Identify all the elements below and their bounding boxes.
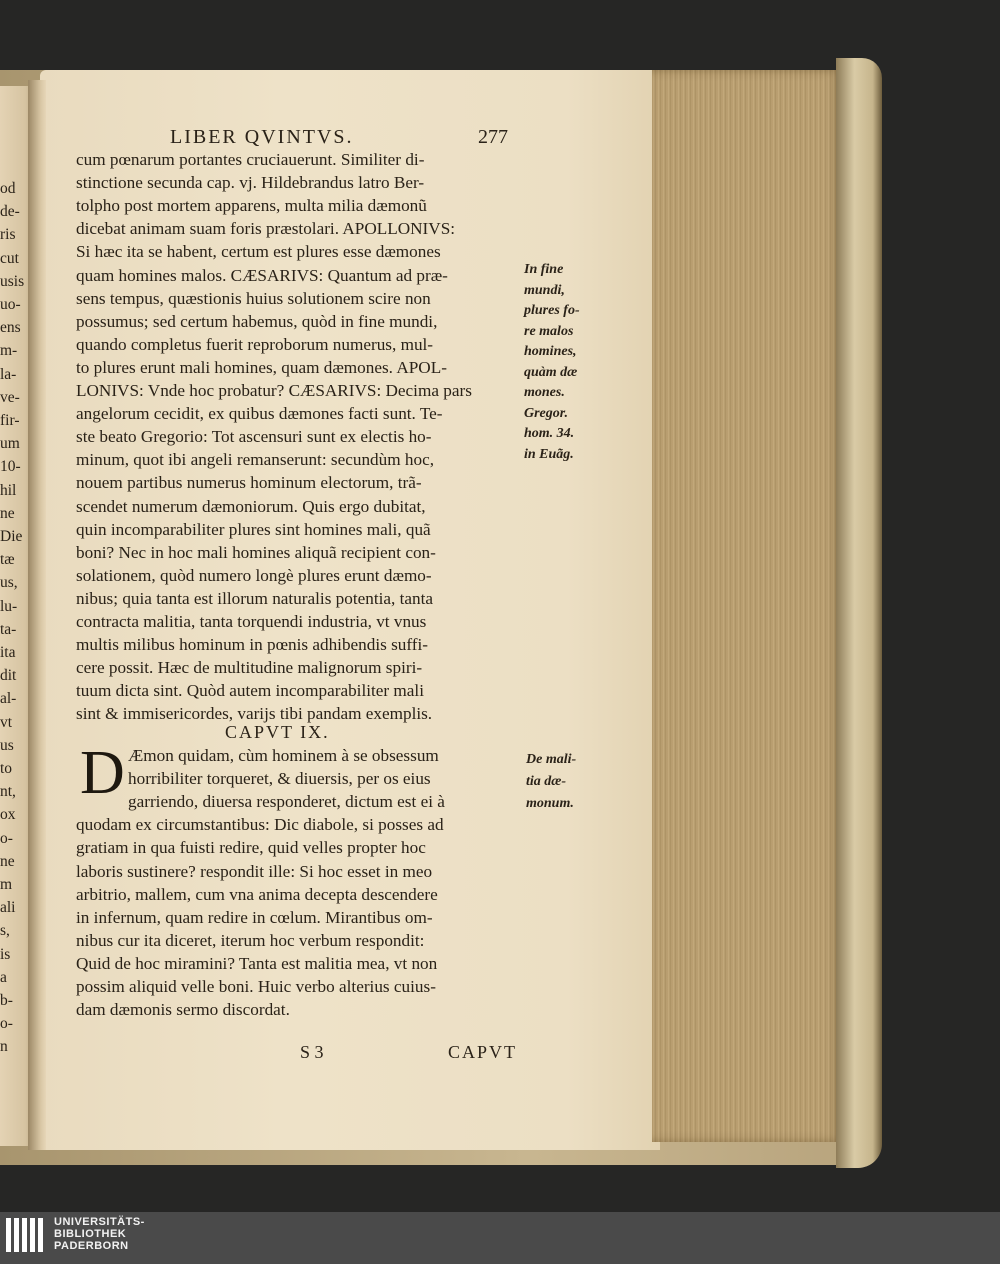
left-page-fragment: ali	[0, 899, 16, 917]
book-cover-edge	[836, 58, 882, 1168]
text-line: Æmon quidam, cùm hominem à se obsessum	[128, 746, 439, 765]
text-line: garriendo, diuersa responderet, dictum est ei à	[128, 792, 445, 812]
text-line: contracta malitia, tanta torquendi industria, vt vnus	[76, 612, 427, 631]
left-page-fragment: tæ	[0, 551, 15, 569]
left-page-fragment: m-	[0, 342, 18, 360]
margin-note-line: mones.	[524, 385, 565, 400]
left-page-fragment: usis	[0, 272, 25, 290]
text-line: cum pœnarum portantes cruciauerunt. Similiter di-	[76, 150, 425, 169]
left-page-fragment: dit	[0, 667, 17, 685]
margin-note-line: tia dæ-	[526, 774, 567, 789]
text-line: gratiam in qua fuisti redire, quid velles propter hoc	[76, 838, 426, 858]
left-page-fragment: ox	[0, 806, 16, 824]
margin-note-line: In fine	[524, 262, 564, 277]
library-name-line-1: UNIVERSITÄTS-	[54, 1216, 145, 1228]
text-line: scendet numerum dæmoniorum. Quis ergo dubitat,	[76, 496, 426, 516]
library-name-line-3: PADERBORN	[54, 1240, 129, 1252]
margin-note-line: re malos	[524, 323, 574, 339]
page-edges	[652, 70, 842, 1142]
text-line: tuum dicta sint. Quòd autem incomparabiliter mali	[76, 681, 424, 701]
left-page-fragment: ta-	[0, 620, 17, 638]
text-line: possumus; sed certum habemus, quòd in fine mundi,	[76, 311, 438, 331]
library-logo-icon	[6, 1218, 46, 1252]
library-footer-bar	[0, 1212, 1000, 1264]
left-page-fragment: ris	[0, 226, 16, 244]
text-line: ste beato Gregorio: Tot ascensuri sunt ex electis ho-	[76, 427, 432, 447]
left-page-fragment: b-	[0, 992, 13, 1009]
left-page-fragment: al-	[0, 690, 17, 708]
text-line: nibus; quia tanta est illorum naturalis potentia, tanta	[76, 588, 434, 608]
margin-note-line: in Euãg.	[524, 446, 574, 462]
text-line: tolpho post mortem apparens, multa milia dæmonũ	[76, 196, 427, 216]
margin-note-line: Gregor.	[524, 405, 568, 421]
text-line: nibus cur ita diceret, iterum hoc verbum respondit:	[76, 930, 425, 950]
left-page-fragment: o-	[0, 829, 13, 847]
text-line: minum, quot ibi angeli remanserunt: secundùm hoc,	[76, 450, 435, 470]
left-page-fragment: is	[0, 945, 11, 963]
left-page-fragment: ens	[0, 319, 21, 337]
left-page-fragment: vt	[0, 713, 13, 731]
text-line: Quid de hoc miramini? Tanta est malitia mea, vt non	[76, 953, 438, 973]
text-line: dicebat animam suam foris præstolari. APOLLONIVS:	[76, 219, 456, 239]
left-page-fragment: fir-	[0, 412, 20, 429]
text-line: quin incomparabiliter plures sint homines mali, quã	[76, 519, 431, 539]
left-page-fragment: ne	[0, 852, 15, 870]
running-header: LIBER QVINTVS.	[170, 126, 354, 148]
left-page-fragment: ne	[0, 504, 15, 522]
text-line: Si hæc ita se habent, certum est plures esse dæmones	[76, 242, 441, 262]
left-page-fragment: de-	[0, 203, 20, 221]
left-page-fragment: lu-	[0, 597, 18, 615]
text-line: sens tempus, quæstionis huius solutionem scire non	[76, 288, 431, 308]
margin-note-line: plures fo-	[524, 303, 580, 318]
text-line: cere possit. Hæc de multitudine malignorum spiri-	[76, 658, 423, 678]
text-line: solationem, quòd numero longè plures erunt dæmo-	[76, 565, 432, 585]
text-line: multis milibus hominum in pœnis adhibendis suffi-	[76, 635, 429, 655]
left-page-fragment: hil	[0, 481, 17, 499]
left-page-fragment: to	[0, 760, 13, 777]
text-line: in infernum, quam redire in cœlum. Mirantibus om-	[76, 907, 433, 927]
text-line: sint & immisericordes, varijs tibi pandam exemplis.	[76, 704, 433, 724]
margin-note-line: hom. 34.	[524, 426, 575, 441]
drop-cap: D	[80, 739, 125, 807]
text-line: dam dæmonis sermo discordat.	[76, 1000, 290, 1020]
left-page-fragment: n	[0, 1038, 8, 1056]
left-page-fragment: nt,	[0, 783, 16, 801]
chapter-title: CAPVT IX.	[225, 722, 330, 742]
left-page-fragment: o-	[0, 1015, 13, 1033]
page-number: 277	[478, 126, 508, 148]
left-page-fragment: s,	[0, 922, 10, 940]
signature-mark: S 3	[300, 1042, 324, 1062]
margin-note-line: homines,	[524, 344, 577, 359]
text-line: quando completus fuerit reproborum numerus, mul-	[76, 334, 434, 354]
left-page-fragment: um	[0, 435, 20, 453]
text-line: angelorum cecidit, ex quibus dæmones facti sunt. Te-	[76, 404, 443, 424]
left-page-fragment: 10-	[0, 458, 21, 476]
text-line: quodam ex circumstantibus: Dic diabole, si posses ad	[76, 815, 444, 835]
library-name-line-2: BIBLIOTHEK	[54, 1228, 127, 1240]
margin-note-line: De mali-	[526, 752, 577, 767]
book-gutter	[28, 80, 46, 1150]
text-line: stinctione secunda cap. vj. Hildebrandus latro Ber-	[76, 173, 425, 193]
left-page-fragment: uo-	[0, 296, 21, 313]
left-page-fragment: us,	[0, 574, 18, 592]
catchword: CAPVT	[448, 1042, 518, 1062]
left-page-fragment: od	[0, 180, 16, 197]
left-page-fragment: m	[0, 876, 13, 893]
text-line: quam homines malos. CÆSARIVS: Quantum ad præ-	[76, 265, 448, 285]
left-page-fragment: us	[0, 736, 14, 754]
text-line: nouem partibus numerus hominum electorum, trã-	[76, 473, 422, 493]
left-page-fragment: la-	[0, 365, 17, 383]
left-page-fragment: cut	[0, 249, 19, 267]
text-line: boni? Nec in hoc mali homines aliquã recipient con-	[76, 542, 436, 562]
text-line: to plures erunt mali homines, quam dæmones. APOL-	[76, 357, 447, 377]
text-line: possim aliquid velle boni. Huic verbo alterius cuius-	[76, 977, 436, 996]
margin-note-line: monum.	[526, 796, 574, 811]
text-line: LONIVS: Vnde hoc probatur? CÆSARIVS: Decima pars	[76, 381, 472, 400]
left-page-fragment: ve-	[0, 388, 20, 406]
text-line: horribiliter torqueret, & diuersis, per os eius	[128, 769, 431, 789]
text-line: arbitrio, mallem, cum vna anima decepta descendere	[76, 884, 438, 904]
library-name	[54, 1216, 145, 1252]
margin-note-line: quàm dæ	[524, 364, 578, 380]
left-page-fragment: a	[0, 968, 7, 986]
margin-note-line: mundi,	[524, 282, 565, 298]
text-line: laboris sustinere? respondit ille: Si hoc esset in meo	[76, 861, 433, 881]
left-page-fragment: Die	[0, 528, 23, 545]
left-page-fragment: ita	[0, 644, 16, 661]
